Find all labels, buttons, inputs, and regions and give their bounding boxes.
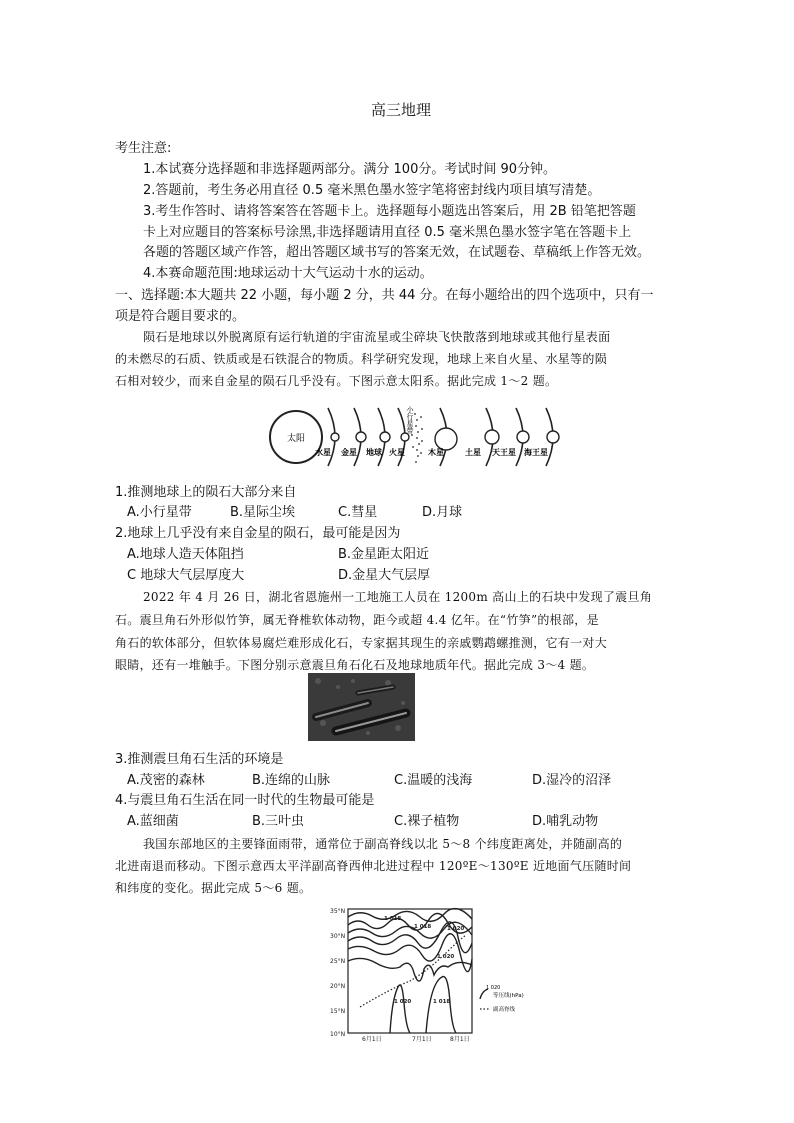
planet-label: 火星 <box>389 448 405 457</box>
passage-line: 石相对较少，而来自金星的陨石几乎没有。下图示意太阳系。据此完成 1～2 题。 <box>115 374 558 388</box>
solar-system-figure <box>262 404 574 470</box>
neptune-icon <box>547 431 559 443</box>
planet-label: 木星 <box>428 448 444 457</box>
option: D.金星大气层厚 <box>338 568 431 583</box>
legend-isobar: 等压线(hPa) <box>493 993 524 999</box>
passage-line: 和纬度的变化。据此完成 5～6 题。 <box>115 881 312 895</box>
isobar-label: 1 020 <box>447 926 465 932</box>
question-stem: 3.推测震旦角石生活的环境是 <box>115 752 284 767</box>
planet-label: 水星 <box>315 448 331 457</box>
y-tick-label: 35°N <box>330 908 346 915</box>
earth-icon <box>380 432 390 442</box>
option: A.地球人造天体阻挡 <box>127 547 244 562</box>
y-tick-label: 15°N <box>330 1008 346 1015</box>
planet-label: 金星 <box>341 448 357 457</box>
legend-isobar-value: 1 020 <box>486 985 501 991</box>
option: C.彗星 <box>338 505 378 520</box>
y-tick-label: 20°N <box>330 983 346 990</box>
notice-item: 1.本试赛分选择题和非选择题两部分。满分 100分。考试时间 90分钟。 <box>143 162 557 177</box>
fossil-photo <box>308 673 415 741</box>
jupiter-icon <box>435 428 457 450</box>
passage-line: 我国东部地区的主要锋面雨带，通常位于副高脊线以北 5～8 个纬度距离处，并随副高的 <box>143 837 623 851</box>
isobar-line <box>348 958 472 981</box>
notice-item: 3.考生作答时、请将答案答在答题卡上。选择题每小题选出答案后，用 2B 铅笔把答题 <box>143 204 636 219</box>
option: A.茂密的森林 <box>127 773 205 788</box>
passage-line: 石。震旦角石外形似竹笋，属无脊椎软体动物，距今或超 4.4 亿年。在“竹笋”的根部，是 <box>115 613 599 627</box>
notice-item: 2.答题前，考生务必用直径 0.5 毫米黑色墨水签字笔将密封线内项目填写清楚。 <box>143 183 601 198</box>
isobar-label: 1 018 <box>384 916 402 922</box>
option: C 地球大气层厚度大 <box>127 568 245 583</box>
isobar-label: 1 018 <box>414 924 432 930</box>
mercury-icon <box>331 433 339 441</box>
y-tick-label: 30°N <box>330 933 346 940</box>
option: D.月球 <box>422 505 463 520</box>
notice-item: 卡上对应题目的答案标号涂黑,非选择题请用直径 0.5 毫米黑色墨水签字笔在答题卡上 <box>143 225 632 240</box>
planet-label: 天王星 <box>492 448 516 457</box>
question-stem: 1.推测地球上的陨石大部分来自 <box>115 485 297 500</box>
passage-line: 眼睛，还有一堆触手。下图分别示意震旦角石化石及地球地质年代。据此完成 3～4 题。 <box>115 658 595 672</box>
section-heading: 一、选择题:本大题共 22 小题，每小题 2 分，共 44 分。在每小题给出的四个选项中，只有一 <box>115 288 654 303</box>
planet-label: 海王星 <box>524 448 548 457</box>
passage-line: 角石的软体部分，但软体易腐烂难形成化石，专家据其现生的亲戚鹦鹉螺推测，它有一对大 <box>115 636 608 650</box>
notice-heading: 考生注意: <box>115 141 172 156</box>
venus-icon <box>356 432 366 442</box>
planet-label: 地球 <box>366 448 382 457</box>
option: A.小行星带 <box>127 505 192 520</box>
option: C.温暖的浅海 <box>394 773 473 788</box>
option: B.金星距太阳近 <box>338 547 430 562</box>
pressure-chart <box>330 903 560 1043</box>
notice-item: 4.本赛命题范围:地球运动十大气运动十水的运动。 <box>143 266 433 281</box>
sun-label: 太阳 <box>286 434 306 444</box>
notice-item: 各题的答题区域产作答，超出答题区域书写的答案无效，在试题卷、草稿纸上作答无效。 <box>143 245 651 260</box>
section-heading-cont: 项是符合题目要求的。 <box>115 309 246 324</box>
option: D.哺乳动物 <box>532 814 599 829</box>
option: D.湿冷的沼泽 <box>532 773 612 788</box>
isobar-line <box>348 934 472 972</box>
passage-line: 北进南退而移动。下图示意西太平洋副高脊西伸北进过程中 120ºE～130ºE 近地面气压随时间 <box>115 859 632 873</box>
y-tick-label: 10°N <box>330 1031 346 1038</box>
isobar-label: 1 018 <box>433 999 451 1005</box>
mars-icon <box>401 433 409 441</box>
saturn-icon <box>485 430 499 444</box>
passage-line: 的未燃尽的石质、铁质或是石铁混合的物质。科学研究发现，地球上来自火星、水星等的陨 <box>115 352 608 366</box>
planet-label: 土星 <box>465 448 481 457</box>
asteroid-belt-label: 小行星带 <box>406 406 414 434</box>
isobar-label: 1 020 <box>394 999 412 1005</box>
x-tick-label: 8月1日 <box>450 1036 470 1043</box>
y-tick-label: 25°N <box>330 958 346 965</box>
x-tick-label: 7月1日 <box>412 1036 432 1043</box>
isobar-line <box>390 985 410 1033</box>
passage-line: 陨石是地球以外脱离原有运行轨道的宇宙流星或尘碎块飞快散落到地球或其他行星表面 <box>143 330 611 344</box>
uranus-icon <box>517 431 529 443</box>
page-title: 高三地理 <box>371 101 432 119</box>
legend-ridge: 副高脊线 <box>493 1007 516 1013</box>
option: C.裸子植物 <box>394 814 460 829</box>
option: B.三叶虫 <box>252 814 305 829</box>
option: B.星际尘埃 <box>230 505 296 520</box>
option: B.连绵的山脉 <box>252 773 331 788</box>
x-tick-label: 6月1日 <box>362 1036 382 1043</box>
question-stem: 2.地球上几乎没有来自金星的陨石，最可能是因为 <box>115 526 401 541</box>
isobar-label: 1 020 <box>437 954 455 960</box>
question-stem: 4.与震旦角石生活在同一时代的生物最可能是 <box>115 793 375 808</box>
isobar-line <box>348 909 472 922</box>
option: A.蓝细菌 <box>127 814 179 829</box>
passage-line: 2022 年 4 月 26 日，湖北省恩施州一工地施工人员在 1200m 高山上的石块中发现了震旦角 <box>143 590 653 604</box>
